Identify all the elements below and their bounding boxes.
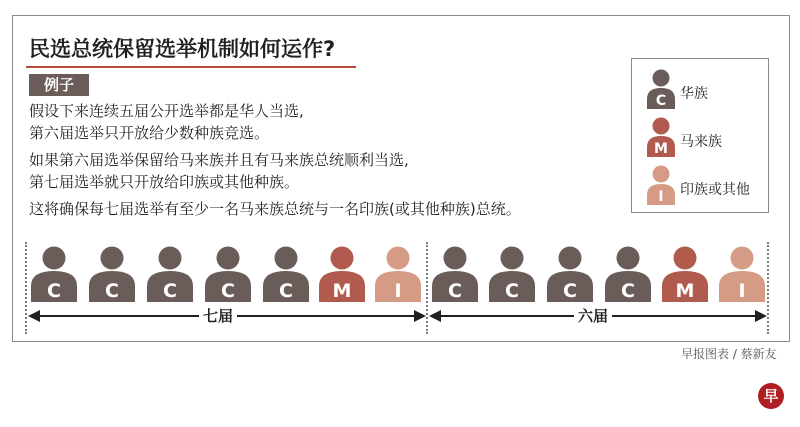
legend-item-malay — [646, 117, 766, 159]
person-letter: C — [505, 280, 519, 302]
group-label-six-terms: 六届 — [574, 305, 612, 326]
person-letter: C — [47, 280, 61, 302]
person-letter: C — [563, 280, 577, 302]
person-letter: M — [332, 280, 352, 302]
person-letter: C — [221, 280, 235, 302]
person-icon — [30, 246, 78, 302]
person-icon — [604, 246, 652, 302]
paragraph-1 — [29, 100, 304, 144]
group-label-seven-terms: 七届 — [199, 305, 237, 326]
person-icon — [262, 246, 310, 302]
legend-item-indian-others — [646, 165, 766, 207]
legend-label: 马来族 — [680, 134, 722, 150]
person-icon — [718, 246, 766, 302]
person-icon — [88, 246, 136, 302]
person-icon — [374, 246, 422, 302]
legend-label: 印族或其他 — [680, 182, 750, 198]
paragraph-line: 如果第六届选举保留给马来族并且有马来族总统顺利当选, — [29, 151, 409, 169]
person-letter: C — [448, 280, 462, 302]
zaobao-logo-icon: 早 — [758, 383, 784, 409]
legend-letter: C — [655, 93, 667, 109]
person-icon — [204, 246, 252, 302]
credit-text: 早报图表 / 蔡新友 — [681, 347, 777, 361]
legend-letter: M — [654, 141, 668, 157]
person-icon — [318, 246, 366, 302]
person-letter: C — [279, 280, 293, 302]
person-letter: M — [675, 280, 695, 302]
paragraph-line: 第七届选举就只开放给印族或其他种族。 — [29, 173, 300, 191]
person-letter: I — [738, 280, 746, 302]
person-letter: C — [105, 280, 119, 302]
person-icon — [646, 69, 676, 109]
person-letter: I — [394, 280, 402, 302]
person-icon — [661, 246, 709, 302]
legend-label: 华族 — [680, 86, 708, 102]
person-icon — [146, 246, 194, 302]
person-icon — [488, 246, 536, 302]
person-icon — [646, 165, 676, 205]
person-letter: C — [163, 280, 177, 302]
title-underline — [26, 66, 356, 68]
legend-item-chinese — [646, 69, 766, 111]
legend-letter: I — [658, 189, 664, 205]
person-letter: C — [621, 280, 635, 302]
example-tag: 例子 — [29, 74, 89, 96]
paragraph-line: 这将确保每七届选举有至少一名马来族总统与一名印族(或其他种族)总统。 — [29, 200, 521, 218]
paragraph-3 — [29, 198, 521, 220]
paragraph-2 — [29, 149, 409, 193]
paragraph-line: 假设下来连续五届公开选举都是华人当选, — [29, 102, 304, 120]
page-title: 民选总统保留选举机制如何运作? — [29, 37, 336, 61]
legend — [631, 58, 769, 213]
person-icon — [646, 117, 676, 157]
person-icon — [546, 246, 594, 302]
paragraph-line: 第六届选举只开放给少数种族竞选。 — [29, 124, 270, 142]
person-icon — [431, 246, 479, 302]
